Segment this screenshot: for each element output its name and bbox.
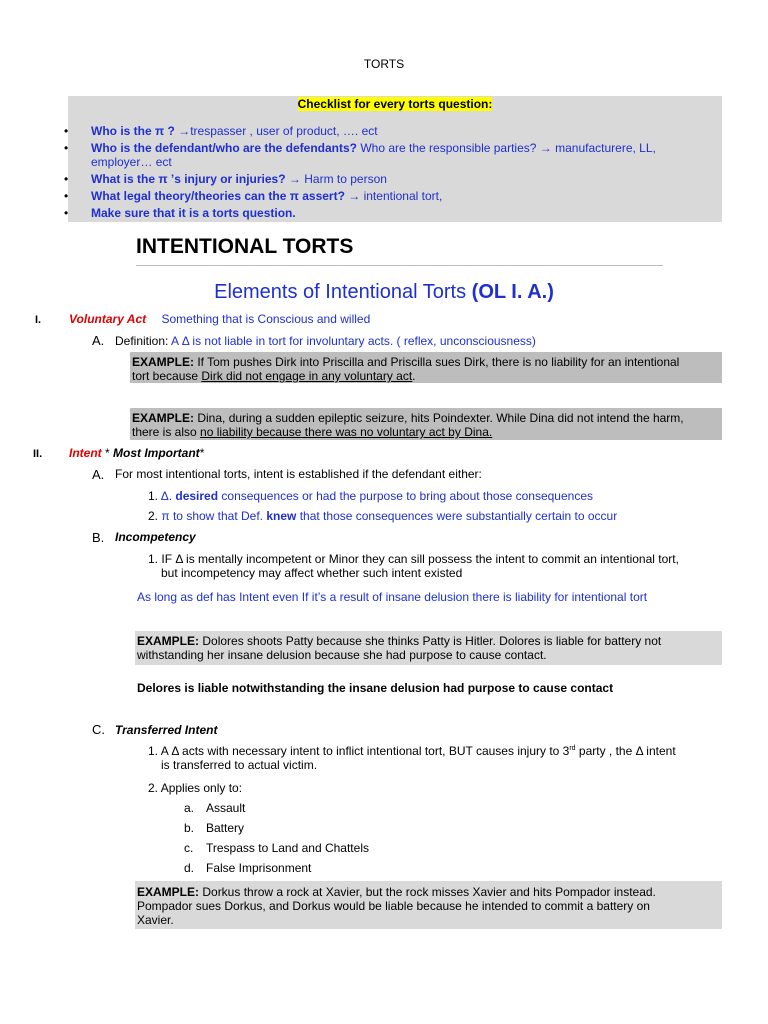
- intent-definition: For most intentional torts, intent is established if the defendant either:: [115, 467, 482, 481]
- section-voluntary-act: Voluntary Act Something that is Conscious and willed: [69, 312, 371, 326]
- bullet-icon: •: [64, 124, 69, 138]
- list-item: 2. Applies only to:: [148, 781, 243, 795]
- sub-list-item: d. False Imprisonment: [184, 861, 312, 875]
- section-number: II.: [33, 448, 43, 460]
- example-text: EXAMPLE: Dolores shoots Patty because she thinks Patty is Hitler. Dolores is liable for battery not withstanding her insane delusion because she had purpose to cause contact.: [137, 634, 662, 662]
- list-item: 1. IF Δ is mentally incompetent or Minor they can sill possess the intent to commit an intentional tort, but incompetency may affect whether such intent existed: [148, 552, 679, 580]
- bullet-icon: •: [64, 172, 69, 186]
- example-text: EXAMPLE: If Tom pushes Dirk into Priscilla and Priscilla sues Dirk, there is no liability for an intentional tort because Dirk did not engage in any voluntary act.: [132, 355, 680, 383]
- checklist-title: Checklist for every torts question:: [297, 97, 493, 111]
- section-intent: Intent * Most Important*: [69, 446, 205, 460]
- incompetency-note: As long as def has Intent even If it’s a result of insane delusion there is liability for intentional tort: [137, 590, 648, 604]
- sub-list-item: c. Trespass to Land and Chattels: [184, 841, 369, 855]
- sub-list-item: b. Battery: [184, 821, 245, 835]
- item-label: B.: [92, 530, 105, 545]
- example-text: EXAMPLE: Dina, during a sudden epileptic seizure, hits Poindexter. While Dina did not intend the harm, there is also no liability because there was no voluntary act by Dina.: [132, 411, 684, 439]
- list-item: 1. A Δ acts with necessary intent to inflict intentional tort, BUT causes injury to 3rd party , the Δ intent is transferred to actual victim.: [148, 744, 676, 772]
- transferred-intent-title: Transferred Intent: [115, 723, 218, 737]
- heading-elements: Elements of Intentional Torts (OL I. A.): [214, 281, 554, 303]
- divider: [136, 265, 663, 266]
- heading-intentional-torts: INTENTIONAL TORTS: [136, 235, 354, 258]
- section-number: I.: [35, 314, 42, 326]
- bullet-icon: •: [64, 141, 69, 155]
- item-label: A.: [92, 333, 105, 348]
- bullet-icon: •: [64, 189, 69, 203]
- item-label: A.: [92, 467, 105, 482]
- example-text: EXAMPLE: Dorkus throw a rock at Xavier, but the rock misses Xavier and hits Pompador instead. Pompador sues Dorkus, and Dorkus would be liable because he intended to commit a battery on Xavier.: [137, 885, 656, 927]
- list-item: 1. Δ. desired consequences or had the purpose to bring about those consequences: [148, 489, 593, 503]
- item-label: C.: [92, 722, 105, 737]
- bold-summary: Delores is liable notwithstanding the insane delusion had purpose to cause contact: [137, 681, 614, 695]
- bullet-icon: •: [64, 206, 69, 220]
- incompetency-title: Incompetency: [115, 530, 196, 544]
- checklist-box: Checklist for every torts question: • Who is the π ? →trespasser , user of product, …. ect • Who is the defendant/who are the defendants? Who are the responsible parties? → manufacturere, LL, employer… ect • What is the π ’s injury or injuries? → Harm to person • What legal theory/theories can the π assert? → intentional tort, • Make sure that it is a torts question.: [68, 96, 722, 222]
- document-title: TORTS: [363, 57, 405, 71]
- list-item: 2. π to show that Def. knew that those consequences were substantially certain to occur: [148, 509, 618, 523]
- sub-list-item: a. Assault: [184, 801, 246, 815]
- definition-text: Definition: A Δ is not liable in tort for involuntary acts. ( reflex, unconsciousness): [115, 334, 536, 348]
